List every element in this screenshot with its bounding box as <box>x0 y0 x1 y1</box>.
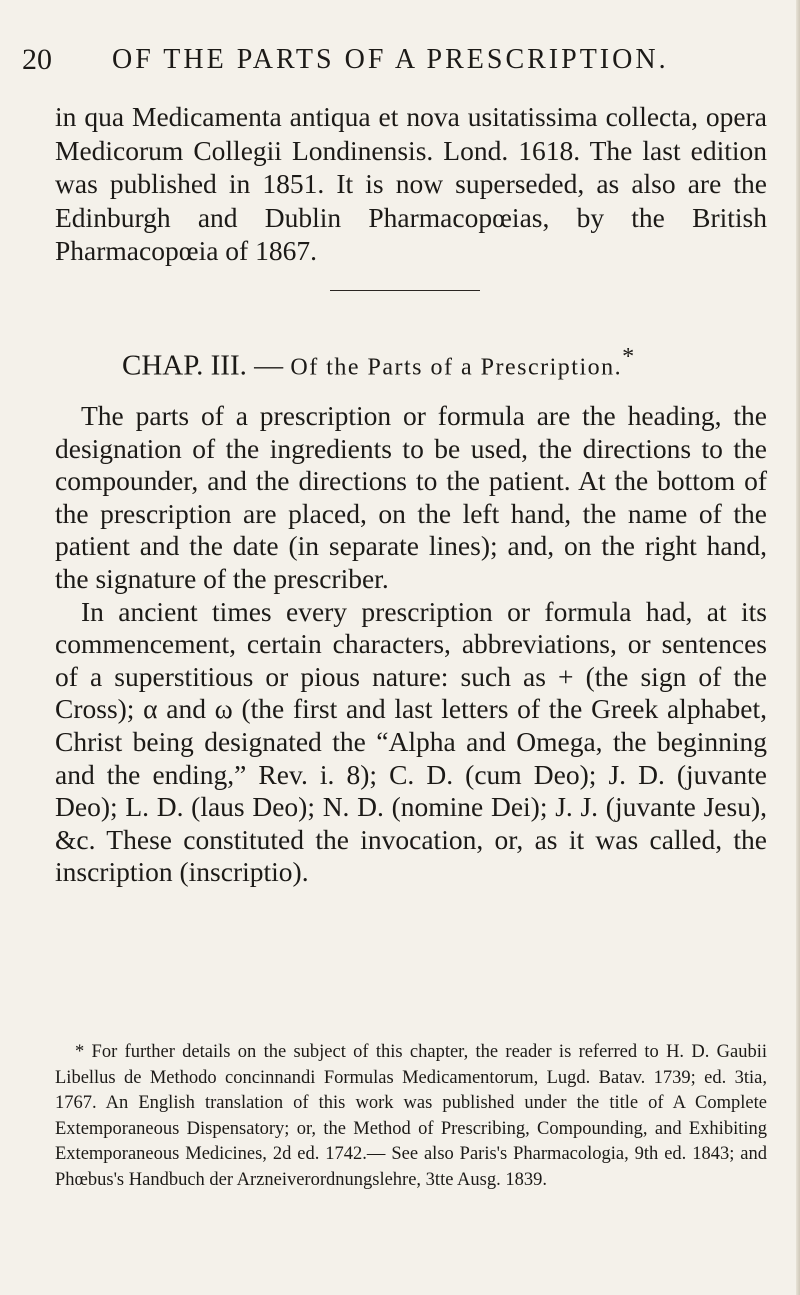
running-head: OF THE PARTS OF A PRESCRIPTION. <box>112 44 669 75</box>
page-edge <box>796 0 800 1295</box>
chapter-number: CHAP. III. — <box>122 349 291 382</box>
page-header <box>22 40 762 80</box>
opening-paragraph: in qua Medicamenta antiqua et nova usitatissima collecta, opera Medicorum Collegii Londinensis. Lond. 1618. The last edition was published in 1851. It is now superseded, as also are the Edinburgh and Dublin Pharmacopœias, by the British Pharmacopœia of 1867. <box>55 101 767 266</box>
chapter-title: Of the Parts of a Prescription. <box>290 354 623 381</box>
footnote-text: * For further details on the subject of this chapter, the reader is referred to H. D. Gaubii Libellus de Methodo concinnandi Formulas Medicamentorum, Lugd. Batav. 1739; ed. 3tia, 1767. An English translation of this work was published under the title of A Complete Extemporaneous Dispensatory; or, the Method of Prescribing, Compounding, and Exhibiting Extemporaneous Medicines, 2d ed. 1742.— See also Paris's Pharmacologia, 9th ed. 1843; and Phœbus's Handbuch der Arzneiverordnungslehre, 3tte Ausg. 1839. <box>55 1042 767 1190</box>
chapter-heading <box>122 337 772 388</box>
chapter-body <box>55 400 767 889</box>
page-number: 20 <box>22 43 52 76</box>
section-divider <box>330 290 480 291</box>
footnote <box>55 1040 767 1193</box>
footnote-mark: * <box>622 343 635 370</box>
paragraph-ancient-times: In ancient times every prescription or formula had, at its commencement, certain characters, abbreviations, or sentences of a superstitious or pious nature: such as + (the sign of the Cross); α and ω (the first and last letters of the Greek alphabet, Christ being designated the “Alpha and Omega, the beginning and the ending,” Rev. i. 8); C. D. (cum Deo); J. D. (juvante Deo); L. D. (laus Deo); N. D. (nomine Dei); J. J. (juvante Jesu), &c. These constituted the invocation, or, as it was called, the inscription (inscriptio). <box>55 595 767 888</box>
paragraph-parts: The parts of a prescription or formula are the heading, the designation of the ingredients to be used, the directions to the compounder, and the directions to the patient. At the bottom of the prescription are placed, on the left hand, the name of the patient and the date (in separate lines); and, on the right hand, the signature of the prescriber. <box>55 400 767 594</box>
